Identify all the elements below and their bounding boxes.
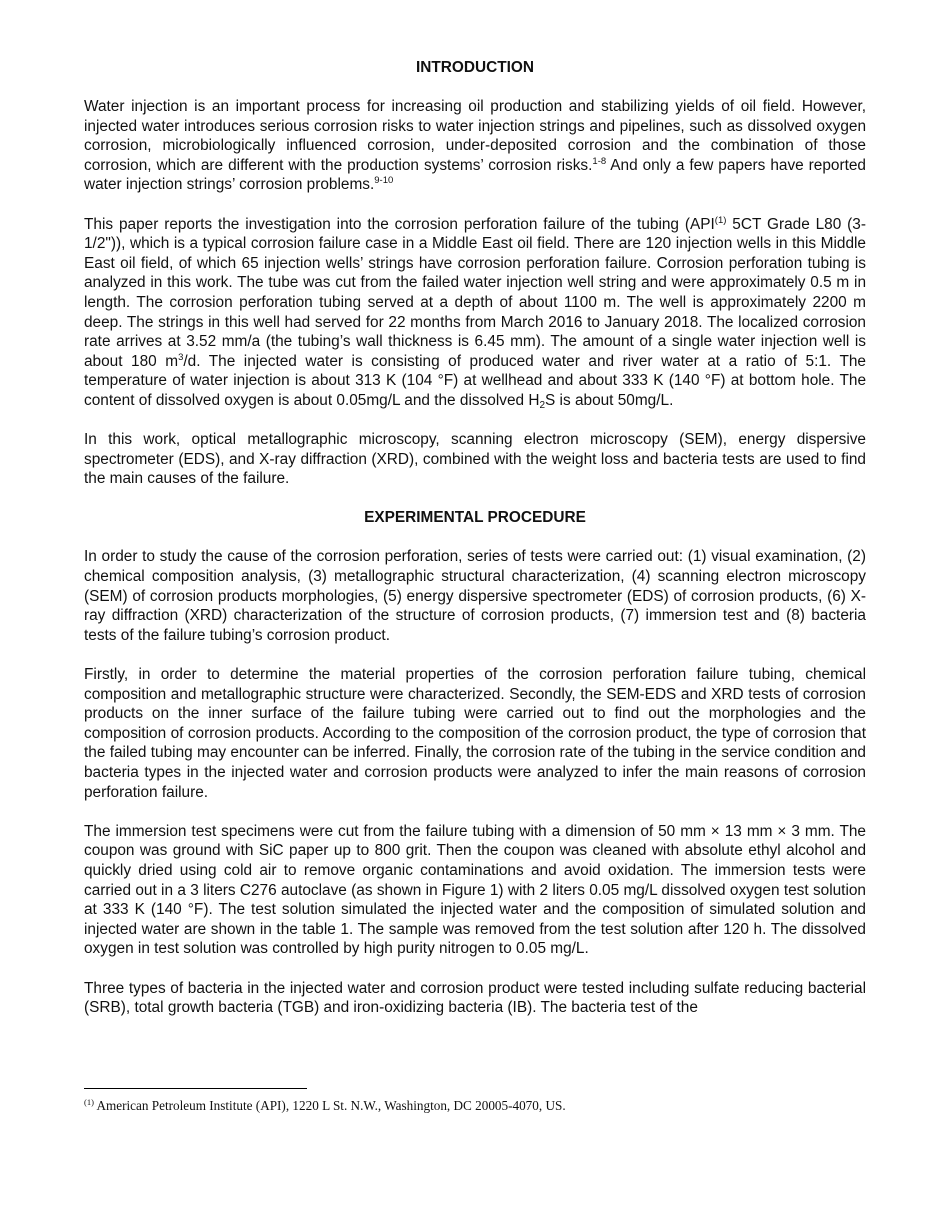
footnote-text: American Petroleum Institute (API), 1220 L St. N.W., Washington, DC 20005-4070, US. (93, 1098, 566, 1113)
experimental-paragraph-4: Three types of bacteria in the injected water and corrosion product were tested including sulfate reducing bacterial (SRB), total growth bacteria (TGB) and iron-oxidizing bacteria (IB). The bacteria test of the (84, 979, 866, 1017)
intro-p2-text-c: /d. The injected water is consisting of produced water and river water at a ratio of 5:1. The temperature of water injection is about 313 K (104 °F) at wellhead and about 333 K (140 °F) at bottom hole. The content of dissolved oxygen is about 0.05mg/L and the dissolved H (84, 352, 866, 409)
page-body (84, 58, 866, 1037)
experimental-paragraph-2: Firstly, in order to determine the material properties of the corrosion perforation failure tubing, chemical composition and metallographic structure were characterized. Secondly, the SEM-EDS and XRD tests of corrosion products on the inner surface of the failure tubing were carried out to find out the morphologies and the composition of corrosion products. According to the composition of the corrosion product, the type of corrosion that the failed tubing may encounter can be inferred. Finally, the corrosion rate of the tubing in the service condition and bacteria types in the injected water and corrosion products were analyzed to infer the main reasons of corrosion perforation failure. (84, 666, 866, 801)
footnote-mark: (1) (84, 1097, 94, 1107)
intro-p1-text: Water injection is an important process for increasing oil production and stabilizing yields of oil field. However, injected water introduces serious corrosion risks to water injection strings and pipelines, such as dissolved oxygen corrosion, microbiologically influenced corrosion, under-deposited corrosion and the combination of those corrosion, which are different with the production systems’ corrosion risks. (84, 98, 866, 174)
intro-p2-text-b: 5CT Grade L80 (3-1/2")), which is a typical corrosion failure case in a Middle East oil field. There are 120 injection wells in this Middle East oil field, of which 65 injection wells’ strings have corrosion perforation failure. Corrosion perforation tubing is analyzed in this work. The tube was cut from the failed water injection well string and were approximately 0.5 m in length. The corrosion perforation tubing served at a depth of about 1100 m. The well is approximately 2200 m deep. The strings in this well had served for 22 months from March 2016 to January 2018. The localized corrosion rate arrives at 3.52 mm/a (the tubing’s wall thickness is 6.45 mm). The amount of a single water injection well is about 180 m (84, 215, 866, 370)
superscript-3: 3 (178, 351, 184, 363)
experimental-paragraph-3: The immersion test specimens were cut from the failure tubing with a dimension of 50 mm × 13 mm × 3 mm. The coupon was ground with SiC paper up to 800 grit. Then the coupon was cleaned with absolute ethyl alcohol and quickly dried using cold air to remove organic contaminations and avoid oxidation. The immersion tests were carried out in a 3 liters C276 autoclave (as shown in Figure 1) with 2 liters 0.05 mg/L dissolved oxygen test solution at 333 K (140 °F). The test solution simulated the injected water and the composition of simulated solution and injected water are shown in the table 1. The sample was removed from the test solution after 120 h. The dissolved oxygen in test solution was controlled by high purity nitrogen to 0.05 mg/L. (84, 822, 866, 958)
intro-p2-text-d: S is about 50mg/L. (545, 391, 674, 409)
intro-p2-text-a: This paper reports the investigation into the corrosion perforation failure of the tubing (API (84, 215, 715, 233)
introduction-paragraph-3: In this work, optical metallographic microscopy, scanning electron microscopy (SEM), energy dispersive spectrometer (EDS), and X-ray diffraction (XRD), combined with the weight loss and bacteria tests are used to find the main causes of the failure. (84, 431, 866, 488)
footnote-divider (84, 1088, 307, 1089)
experimental-heading: EXPERIMENTAL PROCEDURE (364, 509, 586, 527)
introduction-paragraph-2 (84, 215, 866, 411)
introduction-paragraph-1 (84, 97, 866, 195)
introduction-heading: INTRODUCTION (416, 59, 534, 76)
footnote-marker: (1) (714, 214, 727, 226)
subscript-2: 2 (539, 399, 546, 411)
intro-p1-text-2: And only a few papers have reported water injection strings’ corrosion problems. (84, 156, 866, 194)
citation-1-8: 1-8 (592, 155, 607, 167)
footnote (84, 1097, 866, 1114)
experimental-paragraph-1: In order to study the cause of the corrosion perforation, series of tests were carried out: (1) visual examination, (2) chemical composition analysis, (3) metallographic structural characterization, (4) scanning electron microscopy (SEM) of corrosion products morphologies, (5) energy dispersive spectrometer (EDS) of corrosion products, (6) X-ray diffraction (XRD) characterization of the structure of corrosion products, (7) immersion test and (8) bacteria tests of the failure tubing’s corrosion product. (84, 548, 866, 644)
citation-9-10: 9-10 (374, 175, 394, 187)
